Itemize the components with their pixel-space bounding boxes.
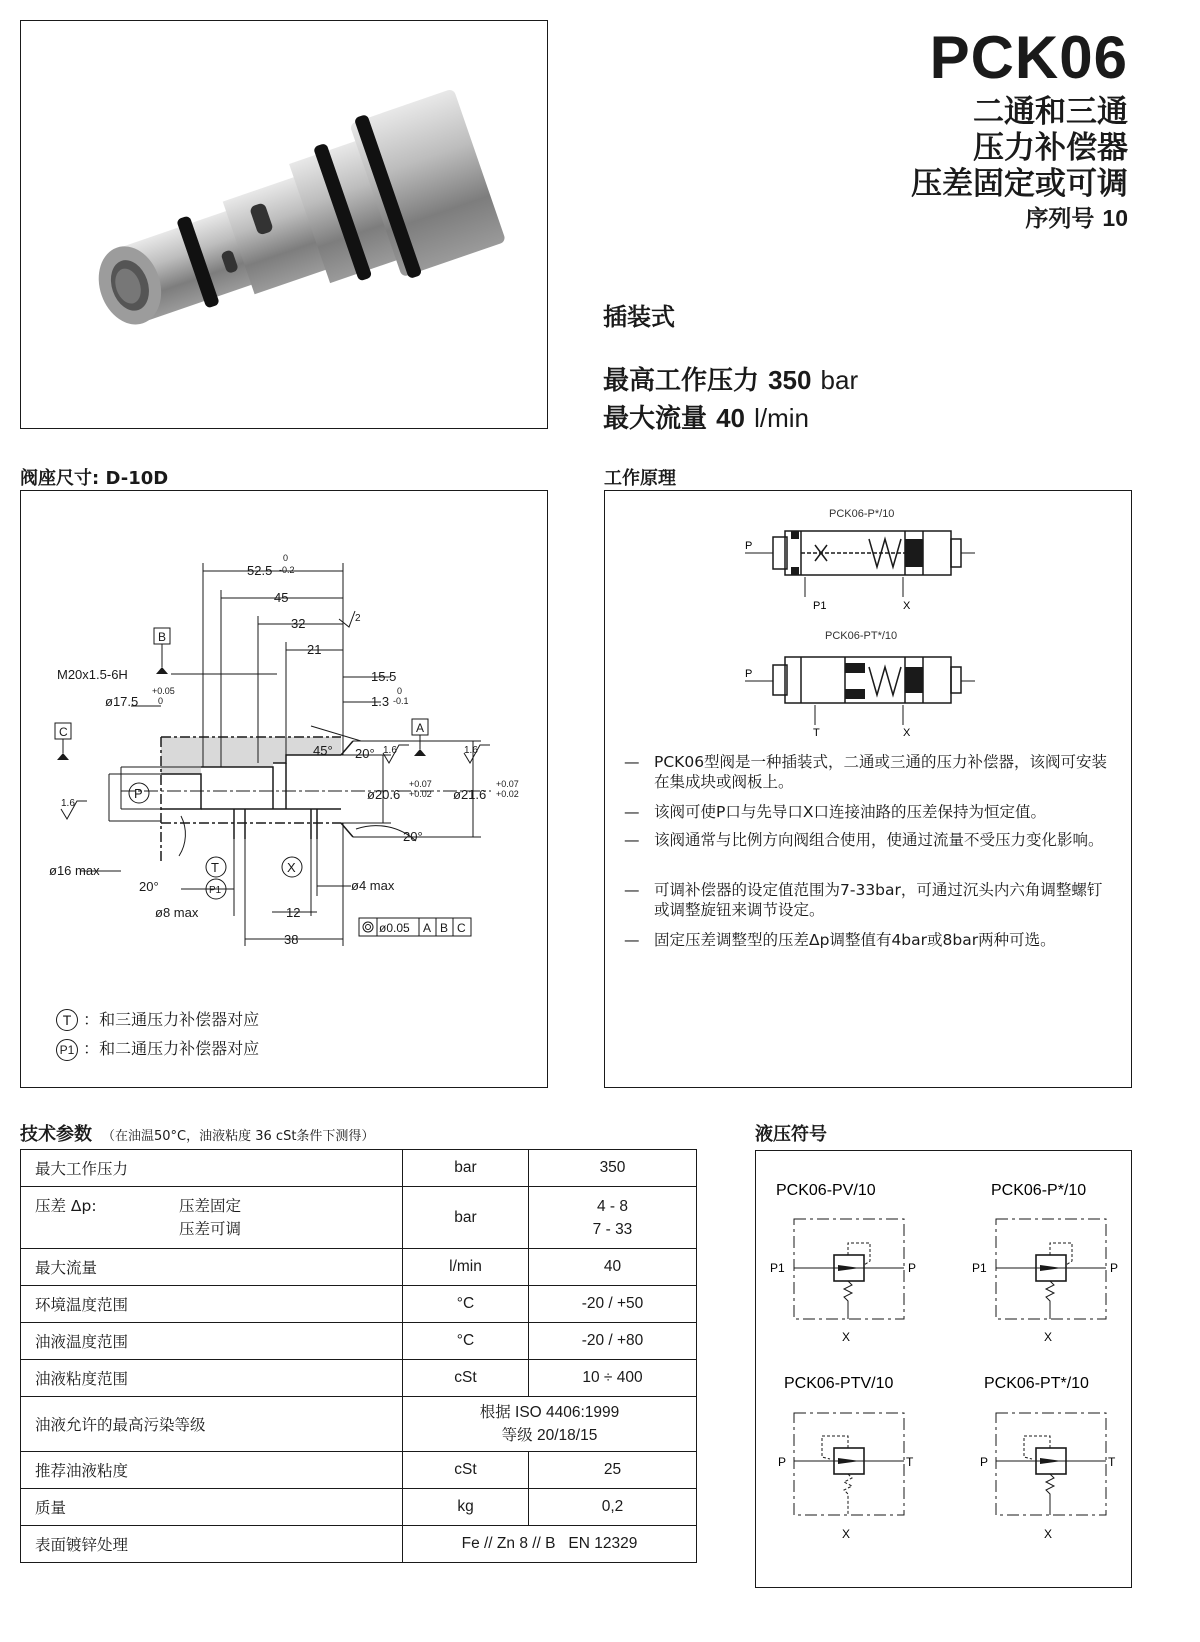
product-photo-frame bbox=[20, 20, 548, 429]
value-cell: 0,2 bbox=[529, 1489, 697, 1526]
table-row bbox=[21, 1249, 697, 1286]
port-p1-label: P1 bbox=[209, 885, 222, 896]
symbol-2-port-left: P1 bbox=[972, 1261, 987, 1275]
principle-bullet-4: — 可调补偿器的设定值范围为7-33bar，可通过沉头内六角调整螺钉或调整旋钮来调节设定。 bbox=[624, 881, 1103, 919]
symbols-frame bbox=[755, 1150, 1132, 1588]
max-pressure-label: 最高工作压力 bbox=[603, 366, 760, 396]
subtitle-line-3: 压差固定或可调 bbox=[911, 166, 1128, 202]
dim-17-5-tol-up: +0.05 bbox=[152, 686, 175, 696]
dim-20-6-tol-dn: +0.02 bbox=[409, 789, 432, 799]
dim-12: 12 bbox=[286, 905, 301, 920]
diagram2-port-x: X bbox=[903, 727, 911, 739]
dim-17-5: ø17.5 bbox=[105, 694, 139, 709]
symbol-3-label: PCK06-PTV/10 bbox=[784, 1375, 894, 1392]
symbol-2-label: PCK06-P*/10 bbox=[991, 1182, 1087, 1199]
value-line-1: 根据 ISO 4406:1999 bbox=[479, 1404, 620, 1421]
param-cell: 最大工作压力 bbox=[21, 1150, 403, 1187]
symbol-1-label: PCK06-PV/10 bbox=[776, 1182, 876, 1199]
port-t-label: T bbox=[211, 860, 219, 875]
dim-21: 21 bbox=[307, 642, 322, 657]
legend-text-t: ：和三通压力补偿器对应 bbox=[83, 1010, 260, 1029]
param-cell: 最大流量 bbox=[21, 1249, 403, 1286]
value-cell bbox=[529, 1187, 697, 1249]
dim-32: 32 bbox=[291, 616, 306, 631]
diagram2-port-p: P bbox=[745, 668, 753, 680]
symbol-4-port-left: P bbox=[980, 1455, 989, 1469]
table-row bbox=[21, 1187, 697, 1249]
principle-diagrams bbox=[605, 491, 1130, 741]
max-pressure-value: 350 bbox=[768, 365, 812, 395]
specs-title: 技术参数 bbox=[20, 1124, 92, 1145]
param-label: 压差 Δp: bbox=[35, 1196, 97, 1215]
param-cell: 油液允许的最高污染等级 bbox=[21, 1397, 403, 1452]
angle-20-top: 20° bbox=[355, 746, 375, 761]
mount-type: 插装式 bbox=[603, 303, 675, 331]
dim-52-5: 52.5 bbox=[247, 563, 273, 578]
symbol-3-port-right: T bbox=[906, 1455, 914, 1469]
symbols-section-title: 液压符号 bbox=[755, 1124, 827, 1145]
table-row bbox=[21, 1150, 697, 1187]
symbol-3-port-left: P bbox=[778, 1455, 787, 1469]
specs-table bbox=[20, 1149, 697, 1563]
datum-c: C bbox=[59, 725, 68, 739]
principle-bullet-1: — PCK06型阀是一种插装式，二通或三通的压力补偿器，该阀可安装在集成块或阀板上。 bbox=[624, 753, 1108, 791]
dim-52-5-tol-dn: -0.2 bbox=[279, 565, 295, 575]
value-cell: 10 ÷ 400 bbox=[529, 1360, 697, 1397]
roughness-1-6-right: 1.6 bbox=[464, 745, 478, 756]
principle-bullet-5: — 固定压差调整型的压差Δp调整值有4bar或8bar两种可选。 bbox=[624, 931, 1056, 949]
cavity-drawing-frame bbox=[20, 490, 548, 1088]
port-p-label: P bbox=[134, 786, 143, 801]
subtitle-line-1: 二通和三通 bbox=[973, 94, 1128, 130]
table-row bbox=[21, 1526, 697, 1563]
hydraulic-symbols bbox=[756, 1151, 1130, 1586]
symbol-4-label: PCK06-PT*/10 bbox=[984, 1375, 1089, 1392]
legend-text-p1: ：和二通压力补偿器对应 bbox=[83, 1039, 260, 1058]
dim-52-5-tol-up: 0 bbox=[283, 553, 289, 563]
angle-20-right: 20° bbox=[403, 829, 423, 844]
unit-cell: °C bbox=[403, 1323, 529, 1360]
legend-symbol-t: T bbox=[56, 1009, 78, 1031]
fcf-datum-a: A bbox=[423, 921, 432, 935]
cavity-section-title: 阀座尺寸: D-10D bbox=[20, 468, 169, 489]
roughness-1-6-left: 1.6 bbox=[61, 798, 75, 809]
param-cell: 推荐油液粘度 bbox=[21, 1452, 403, 1489]
dim-21-6-tol-dn: +0.02 bbox=[496, 789, 519, 799]
dim-8-max: ø8 max bbox=[155, 905, 199, 920]
product-photo bbox=[21, 21, 546, 427]
symbol-3-port-bottom: X bbox=[842, 1527, 851, 1541]
diagram2-port-t: T bbox=[813, 727, 820, 739]
table-row bbox=[21, 1323, 697, 1360]
dim-20-6-tol-up: +0.07 bbox=[409, 779, 432, 789]
legend-row-t bbox=[56, 1007, 259, 1031]
angle-45: 45° bbox=[313, 743, 333, 758]
dim-20-6: ø20.6 bbox=[367, 787, 401, 802]
unit-cell: kg bbox=[403, 1489, 529, 1526]
param-cell: 油液温度范围 bbox=[21, 1323, 403, 1360]
value-cell bbox=[403, 1397, 697, 1452]
dim-38: 38 bbox=[284, 932, 299, 947]
dim-1-3-tol-dn: -0.1 bbox=[393, 696, 409, 706]
specs-section-title bbox=[20, 1120, 374, 1146]
dim-16-max: ø16 max bbox=[49, 863, 100, 878]
dim-21-6: ø21.6 bbox=[453, 787, 487, 802]
unit-cell: bar bbox=[403, 1150, 529, 1187]
cavity-dimension-drawing bbox=[21, 491, 546, 1086]
product-model-title: PCK06 bbox=[929, 24, 1128, 91]
max-flow-value: 40 bbox=[716, 403, 745, 433]
max-flow-spec bbox=[603, 398, 809, 435]
symbol-4-port-bottom: X bbox=[1044, 1527, 1053, 1541]
value-cell: 350 bbox=[529, 1150, 697, 1187]
serial-value: 10 bbox=[1102, 205, 1128, 231]
unit-cell: bar bbox=[403, 1187, 529, 1249]
dim-1-3: 1.3 bbox=[371, 694, 390, 709]
principle-bullet-3: — 该阀通常与比例方向阀组合使用，使通过流量不受压力变化影响。 bbox=[624, 831, 1104, 849]
diagram1-label: PCK06-P*/10 bbox=[829, 508, 895, 520]
diagram2-label: PCK06-PT*/10 bbox=[825, 630, 898, 642]
roughness-1-6-mid: 1.6 bbox=[383, 745, 397, 756]
symbol-1-port-left: P1 bbox=[770, 1261, 785, 1275]
table-row bbox=[21, 1489, 697, 1526]
unit-cell: l/min bbox=[403, 1249, 529, 1286]
port-x-label: X bbox=[287, 860, 296, 875]
max-pressure-spec bbox=[603, 360, 858, 397]
param-cell: 环境温度范围 bbox=[21, 1286, 403, 1323]
fcf-datum-b: B bbox=[440, 921, 449, 935]
dim-4-max: ø4 max bbox=[351, 878, 395, 893]
param-cell: 油液粘度范围 bbox=[21, 1360, 403, 1397]
dim-thread: M20x1.5-6H bbox=[57, 667, 128, 682]
subtitle-line-2: 压力补偿器 bbox=[973, 130, 1128, 166]
value-cell: Fe // Zn 8 // B EN 12329 bbox=[403, 1526, 697, 1563]
value-fixed: 4 - 8 bbox=[596, 1197, 628, 1215]
unit-cell: °C bbox=[403, 1286, 529, 1323]
value-cell: 25 bbox=[529, 1452, 697, 1489]
serial-number bbox=[1025, 200, 1128, 233]
fcf-datum-c: C bbox=[457, 921, 466, 935]
max-pressure-unit: bar bbox=[820, 365, 859, 395]
table-row bbox=[21, 1286, 697, 1323]
value-cell: -20 / +50 bbox=[529, 1286, 697, 1323]
fcf-tolerance: ø0.05 bbox=[379, 921, 410, 935]
legend-row-p1 bbox=[56, 1036, 259, 1061]
principle-section-title: 工作原理 bbox=[604, 468, 676, 489]
table-row bbox=[21, 1452, 697, 1489]
principle-bullet-2: — 该阀可使P口与先导口X口连接油路的压差保持为恒定值。 bbox=[624, 803, 1046, 821]
value-cell: -20 / +80 bbox=[529, 1323, 697, 1360]
param-cell: 质量 bbox=[21, 1489, 403, 1526]
unit-cell: cSt bbox=[403, 1360, 529, 1397]
table-row bbox=[21, 1360, 697, 1397]
symbol-2-port-right: P bbox=[1110, 1261, 1119, 1275]
symbol-4-port-right: T bbox=[1108, 1455, 1116, 1469]
param-sub-adjustable: 压差可调 bbox=[179, 1219, 242, 1238]
dim-17-5-tol-dn: 0 bbox=[158, 696, 164, 706]
param-cell bbox=[21, 1187, 403, 1249]
specs-note: （在油温50°C，油液粘度 36 cSt条件下测得） bbox=[102, 1129, 375, 1144]
max-flow-label: 最大流量 bbox=[603, 404, 708, 434]
legend-symbol-p1: P1 bbox=[56, 1039, 78, 1061]
param-cell: 表面镀锌处理 bbox=[21, 1526, 403, 1563]
serial-label: 序列号 bbox=[1025, 206, 1095, 232]
unit-cell: cSt bbox=[403, 1452, 529, 1489]
value-cell: 40 bbox=[529, 1249, 697, 1286]
value-line-2: 等级 20/18/15 bbox=[501, 1427, 598, 1444]
angle-20-left: 20° bbox=[139, 879, 159, 894]
datum-b: B bbox=[158, 630, 167, 644]
dim-15-5: 15.5 bbox=[371, 669, 397, 684]
param-sub-fixed: 压差固定 bbox=[179, 1196, 242, 1215]
diagram1-port-x: X bbox=[903, 600, 911, 612]
max-flow-unit: l/min bbox=[754, 403, 809, 433]
dim-1-3-tol-up: 0 bbox=[397, 686, 403, 696]
symbol-2-port-bottom: X bbox=[1044, 1330, 1053, 1344]
diagram1-port-p: P bbox=[745, 540, 753, 552]
datum-a: A bbox=[416, 721, 425, 735]
symbol-1-port-bottom: X bbox=[842, 1330, 851, 1344]
table-row bbox=[21, 1397, 697, 1452]
roughness-2: 2 bbox=[355, 613, 361, 624]
diagram1-port-p1: P1 bbox=[813, 600, 827, 612]
symbol-1-port-right: P bbox=[908, 1261, 917, 1275]
dim-21-6-tol-up: +0.07 bbox=[496, 779, 519, 789]
value-adjustable: 7 - 33 bbox=[592, 1220, 633, 1238]
dim-45: 45 bbox=[274, 590, 289, 605]
